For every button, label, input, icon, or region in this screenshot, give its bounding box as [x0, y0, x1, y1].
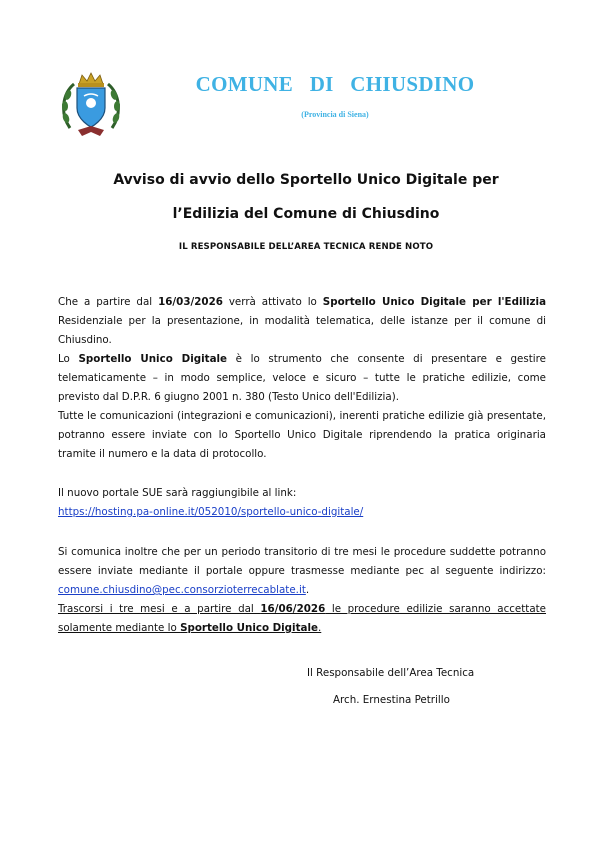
portal-text: Il nuovo portale SUE sarà raggiungibile al link:	[58, 487, 297, 499]
paragraph-activation	[58, 293, 546, 350]
paragraph-communications: Tutte le comunicazioni (integrazioni e comunicazioni), inerenti pratiche edilizie già presentate, potranno essere inviate con lo Sportello Unico Digitale riprendendo la pratica originaria tramite il numero e la data di protocollo.	[58, 410, 546, 460]
text: Trascorsi i tre mesi e a partire dal	[58, 603, 261, 615]
notice-title-line-2: l’Edilizia del Comune di Chiusdino	[172, 206, 440, 222]
signatory-name: Arch. Ernestina Petrillo	[333, 694, 450, 706]
portal-link[interactable]: https://hosting.pa-online.it/052010/sportello-unico-digitale/	[58, 506, 364, 518]
text: .	[317, 622, 322, 634]
service-name: Sportello Unico Digitale	[78, 353, 228, 365]
text: .	[305, 584, 310, 596]
text: è lo strumento che consente di presentare e gestire telematicamente – in modo semplice, veloce e sicuro – tutte le pratiche edilizie, come previsto dal D.P.R. 6 giugno 2001 n. 380 (Testo Unico dell'Edilizia).	[58, 353, 546, 403]
province-subtitle: (Provincia di Siena)	[301, 110, 369, 119]
text: verrà attivato lo	[222, 296, 323, 308]
municipal-crest-logo	[60, 70, 122, 138]
text: Si comunica inoltre che per un periodo transitorio di tre mesi le procedure suddette potranno essere inviate mediante il portale oppure trasmesse mediante pec al seguente indirizzo:	[58, 546, 546, 577]
paragraph-portal-link	[58, 484, 546, 522]
service-name: Sportello Unico Digitale per l'Edilizia	[322, 296, 547, 308]
text: le procedure edilizie saranno accettate solamente mediante lo	[58, 603, 547, 634]
paragraph-description	[58, 350, 546, 407]
notice-title-line-1: Avviso di avvio dello Sportello Unico Digitale per	[113, 172, 499, 188]
text: Lo	[58, 353, 79, 365]
text: Residenziale per la presentazione, in modalità telematica, delle istanze per il comune di Chiusdino.	[58, 315, 546, 346]
start-date: 16/03/2026	[158, 296, 223, 308]
end-date: 16/06/2026	[260, 603, 326, 615]
text: Che a partire dal	[58, 296, 159, 308]
paragraph-transition	[58, 543, 546, 600]
service-name: Sportello Unico Digitale	[180, 622, 318, 634]
paragraph-deadline	[58, 600, 546, 638]
signatory-role: Il Responsabile dell’Area Tecnica	[307, 667, 475, 679]
municipality-name: COMUNE DI CHIUSDINO	[195, 72, 475, 96]
pec-email-link[interactable]: comune.chiusdino@pec.consorzioterrecablate.it	[58, 584, 306, 596]
announcement-heading: IL RESPONSABILE DELL’AREA TECNICA RENDE NOTO	[178, 242, 434, 252]
